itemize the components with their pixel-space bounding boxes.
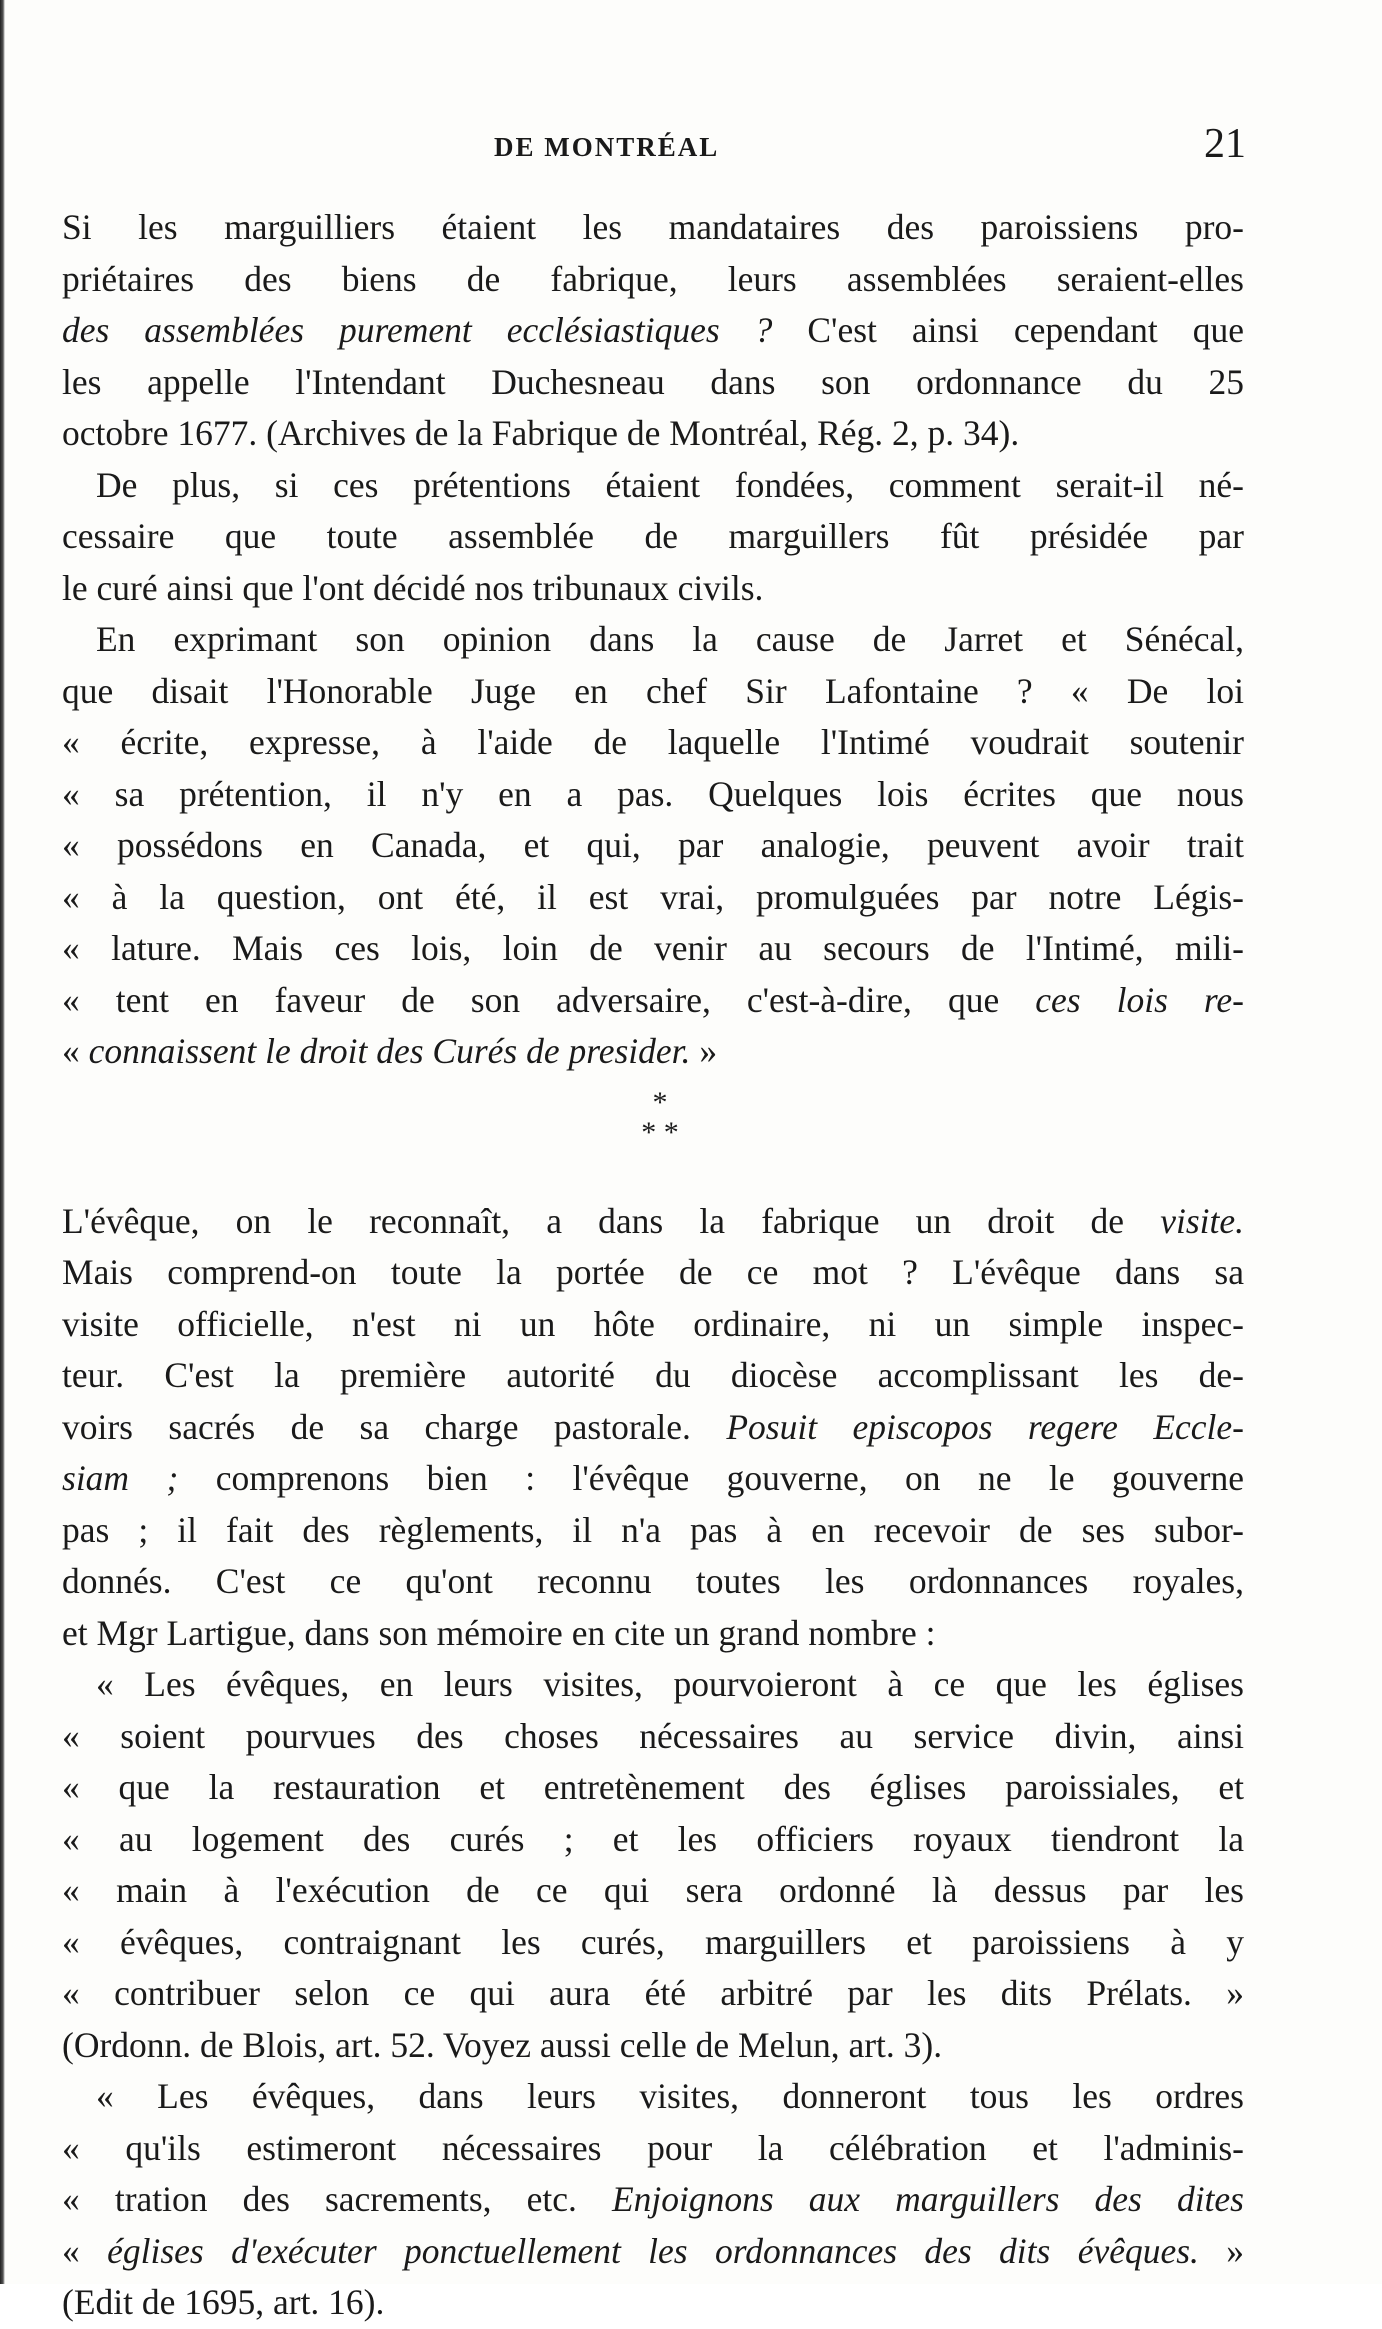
running-title: DE MONTRÉAL: [494, 132, 720, 162]
text-line: [62, 1556, 1244, 1608]
text-line: [62, 1299, 1244, 1351]
text-segment: comprenons bien : l'évêque gouverne, on ne le gouverne: [178, 1458, 1244, 1498]
italic-text: connaissent le droit des Curés de presider.: [88, 1031, 691, 1071]
page-number: 21: [1204, 121, 1246, 167]
text-segment: «: [62, 2230, 108, 2271]
italic-text: Posuit episcopos regere Eccle-: [726, 1406, 1244, 1447]
text-segment: « contribuer selon ce qui aura été arbitré par les dits Prélats. »: [62, 1973, 1244, 2013]
text-segment: En exprimant son opinion dans la cause de Jarret et Sénécal,: [96, 619, 1244, 659]
text-segment: Si les marguilliers étaient les mandataires des paroissiens pro-: [62, 207, 1244, 247]
text-segment: « qu'ils estimeront nécessaires pour la célébration et l'adminis-: [62, 2127, 1244, 2168]
text-line: [62, 1968, 1244, 2020]
text-line: [62, 305, 1244, 357]
text-segment: « lature. Mais ces lois, loin de venir au secours de l'Intimé, mili-: [62, 928, 1244, 968]
text-line: [62, 2071, 1244, 2123]
text-segment: « soient pourvues des choses nécessaires au service divin, ainsi: [62, 1715, 1244, 1756]
text-segment: (Edit de 1695, art. 16).: [62, 2282, 385, 2322]
text-segment: cessaire que toute assemblée de marguillers fût présidée par: [62, 516, 1244, 556]
text-line: [62, 1196, 1244, 1248]
italic-text: Enjoignons aux marguillers des dites: [611, 2179, 1244, 2219]
text-line: [62, 1026, 1244, 1078]
text-line: [62, 1350, 1244, 1402]
text-line: [62, 769, 1244, 821]
body-text: [62, 202, 1244, 2329]
text-line: [62, 820, 1244, 872]
text-line: [62, 408, 1244, 460]
text-segment: « évêques, contraignant les curés, marguillers et paroissiens à y: [62, 1921, 1244, 1962]
text-segment: visite officielle, n'est ni un hôte ordinaire, ni un simple inspec-: [62, 1303, 1244, 1344]
text-segment: Mais comprend-on toute la portée de ce mot ? L'évêque dans sa: [62, 1252, 1244, 1292]
text-segment: «: [62, 1031, 89, 1071]
text-line: [62, 614, 1244, 666]
text-segment: (Ordonn. de Blois, art. 52. Voyez aussi celle de Melun, art. 3).: [62, 2024, 943, 2065]
text-segment: octobre 1677. (Archives de la Fabrique de Montréal, Rég. 2, p. 34).: [62, 413, 1020, 453]
text-line: [62, 2020, 1244, 2072]
text-line: [62, 460, 1244, 512]
text-line: [62, 1247, 1244, 1299]
text-line: [62, 2174, 1244, 2226]
text-segment: L'évêque, on le reconnaît, a dans la fabrique un droit de: [62, 1200, 1161, 1241]
italic-text: des assemblées purement ecclésiastiques ?: [62, 310, 773, 350]
text-segment: « au logement des curés ; et les officiers royaux tiendront la: [62, 1818, 1244, 1859]
text-segment: priétaires des biens de fabrique, leurs assemblées seraient-elles: [62, 258, 1244, 299]
text-segment: que disait l'Honorable Juge en chef Sir Lafontaine ? « De loi: [62, 670, 1244, 711]
text-segment: « écrite, expresse, à l'aide de laquelle l'Intimé voudrait soutenir: [62, 722, 1244, 762]
italic-text: ces lois re-: [1035, 979, 1244, 1020]
text-segment: De plus, si ces prétentions étaient fondées, comment serait-il né-: [96, 464, 1244, 505]
text-segment: le curé ainsi que l'ont décidé nos tribunaux civils.: [62, 567, 764, 608]
text-line: [62, 975, 1244, 1027]
text-line: [62, 1608, 1244, 1660]
section-separator: [62, 1078, 1244, 1196]
text-line: [62, 1402, 1244, 1454]
page-header: [60, 121, 1246, 178]
text-line: [62, 1453, 1244, 1505]
text-line: [62, 563, 1244, 615]
text-segment: »: [690, 1031, 718, 1071]
text-segment: teur. C'est la première autorité du diocèse accomplissant les de-: [62, 1355, 1244, 1395]
text-segment: C'est ainsi cependant que: [772, 310, 1244, 350]
text-line: [62, 1917, 1244, 1969]
italic-text: églises d'exécuter ponctuellement les ordonnances des dits évêques.: [107, 2230, 1199, 2271]
text-line: [62, 1762, 1244, 1814]
text-line: [62, 872, 1244, 924]
text-segment: « tent en faveur de son adversaire, c'est-à-dire, que: [62, 979, 1036, 1020]
text-segment: « main à l'exécution de ce qui sera ordonné là dessus par les: [62, 1870, 1244, 1910]
text-line: [62, 1505, 1244, 1557]
page-binding-edge: [0, 0, 5, 2284]
text-line: [62, 2226, 1244, 2278]
text-line: [62, 1711, 1244, 1763]
asterism-top: *: [652, 1085, 668, 1119]
text-segment: « possédons en Canada, et qui, par analogie, peuvent avoir trait: [62, 825, 1244, 865]
text-segment: « sa prétention, il n'y en a pas. Quelques lois écrites que nous: [62, 773, 1244, 814]
asterism: [610, 1085, 710, 1149]
text-segment: pas ; il fait des règlements, il n'a pas à en recevoir de ses subor-: [62, 1509, 1244, 1550]
text-segment: voirs sacrés de sa charge pastorale.: [62, 1406, 727, 1447]
text-segment: »: [1198, 2230, 1244, 2271]
text-segment: les appelle l'Intendant Duchesneau dans son ordonnance du 25: [62, 361, 1244, 402]
text-line: [62, 666, 1244, 718]
text-segment: « que la restauration et entretènement des églises paroissiales, et: [62, 1767, 1244, 1807]
text-segment: « tration des sacrements, etc.: [62, 2179, 612, 2219]
text-line: [62, 202, 1244, 254]
text-line: [62, 511, 1244, 563]
text-line: [62, 1814, 1244, 1866]
text-line: [62, 1659, 1244, 1711]
italic-text: visite.: [1160, 1200, 1244, 1241]
text-line: [62, 1865, 1244, 1917]
text-line: [62, 923, 1244, 975]
text-segment: et Mgr Lartigue, dans son mémoire en cite un grand nombre :: [62, 1612, 936, 1653]
text-line: [62, 357, 1244, 409]
text-line: [62, 254, 1244, 306]
text-segment: « Les évêques, dans leurs visites, donneront tous les ordres: [96, 2076, 1244, 2116]
text-line: [62, 717, 1244, 769]
text-segment: « à la question, ont été, il est vrai, promulguées par notre Légis-: [62, 876, 1244, 917]
text-line: [62, 2123, 1244, 2175]
text-segment: donnés. C'est ce qu'ont reconnu toutes les ordonnances royales,: [62, 1561, 1244, 1601]
text-segment: « Les évêques, en leurs visites, pourvoieront à ce que les églises: [96, 1664, 1244, 1704]
text-line: [62, 2277, 1244, 2329]
italic-text: siam ;: [62, 1458, 179, 1498]
asterism-bottom: * *: [641, 1115, 679, 1149]
